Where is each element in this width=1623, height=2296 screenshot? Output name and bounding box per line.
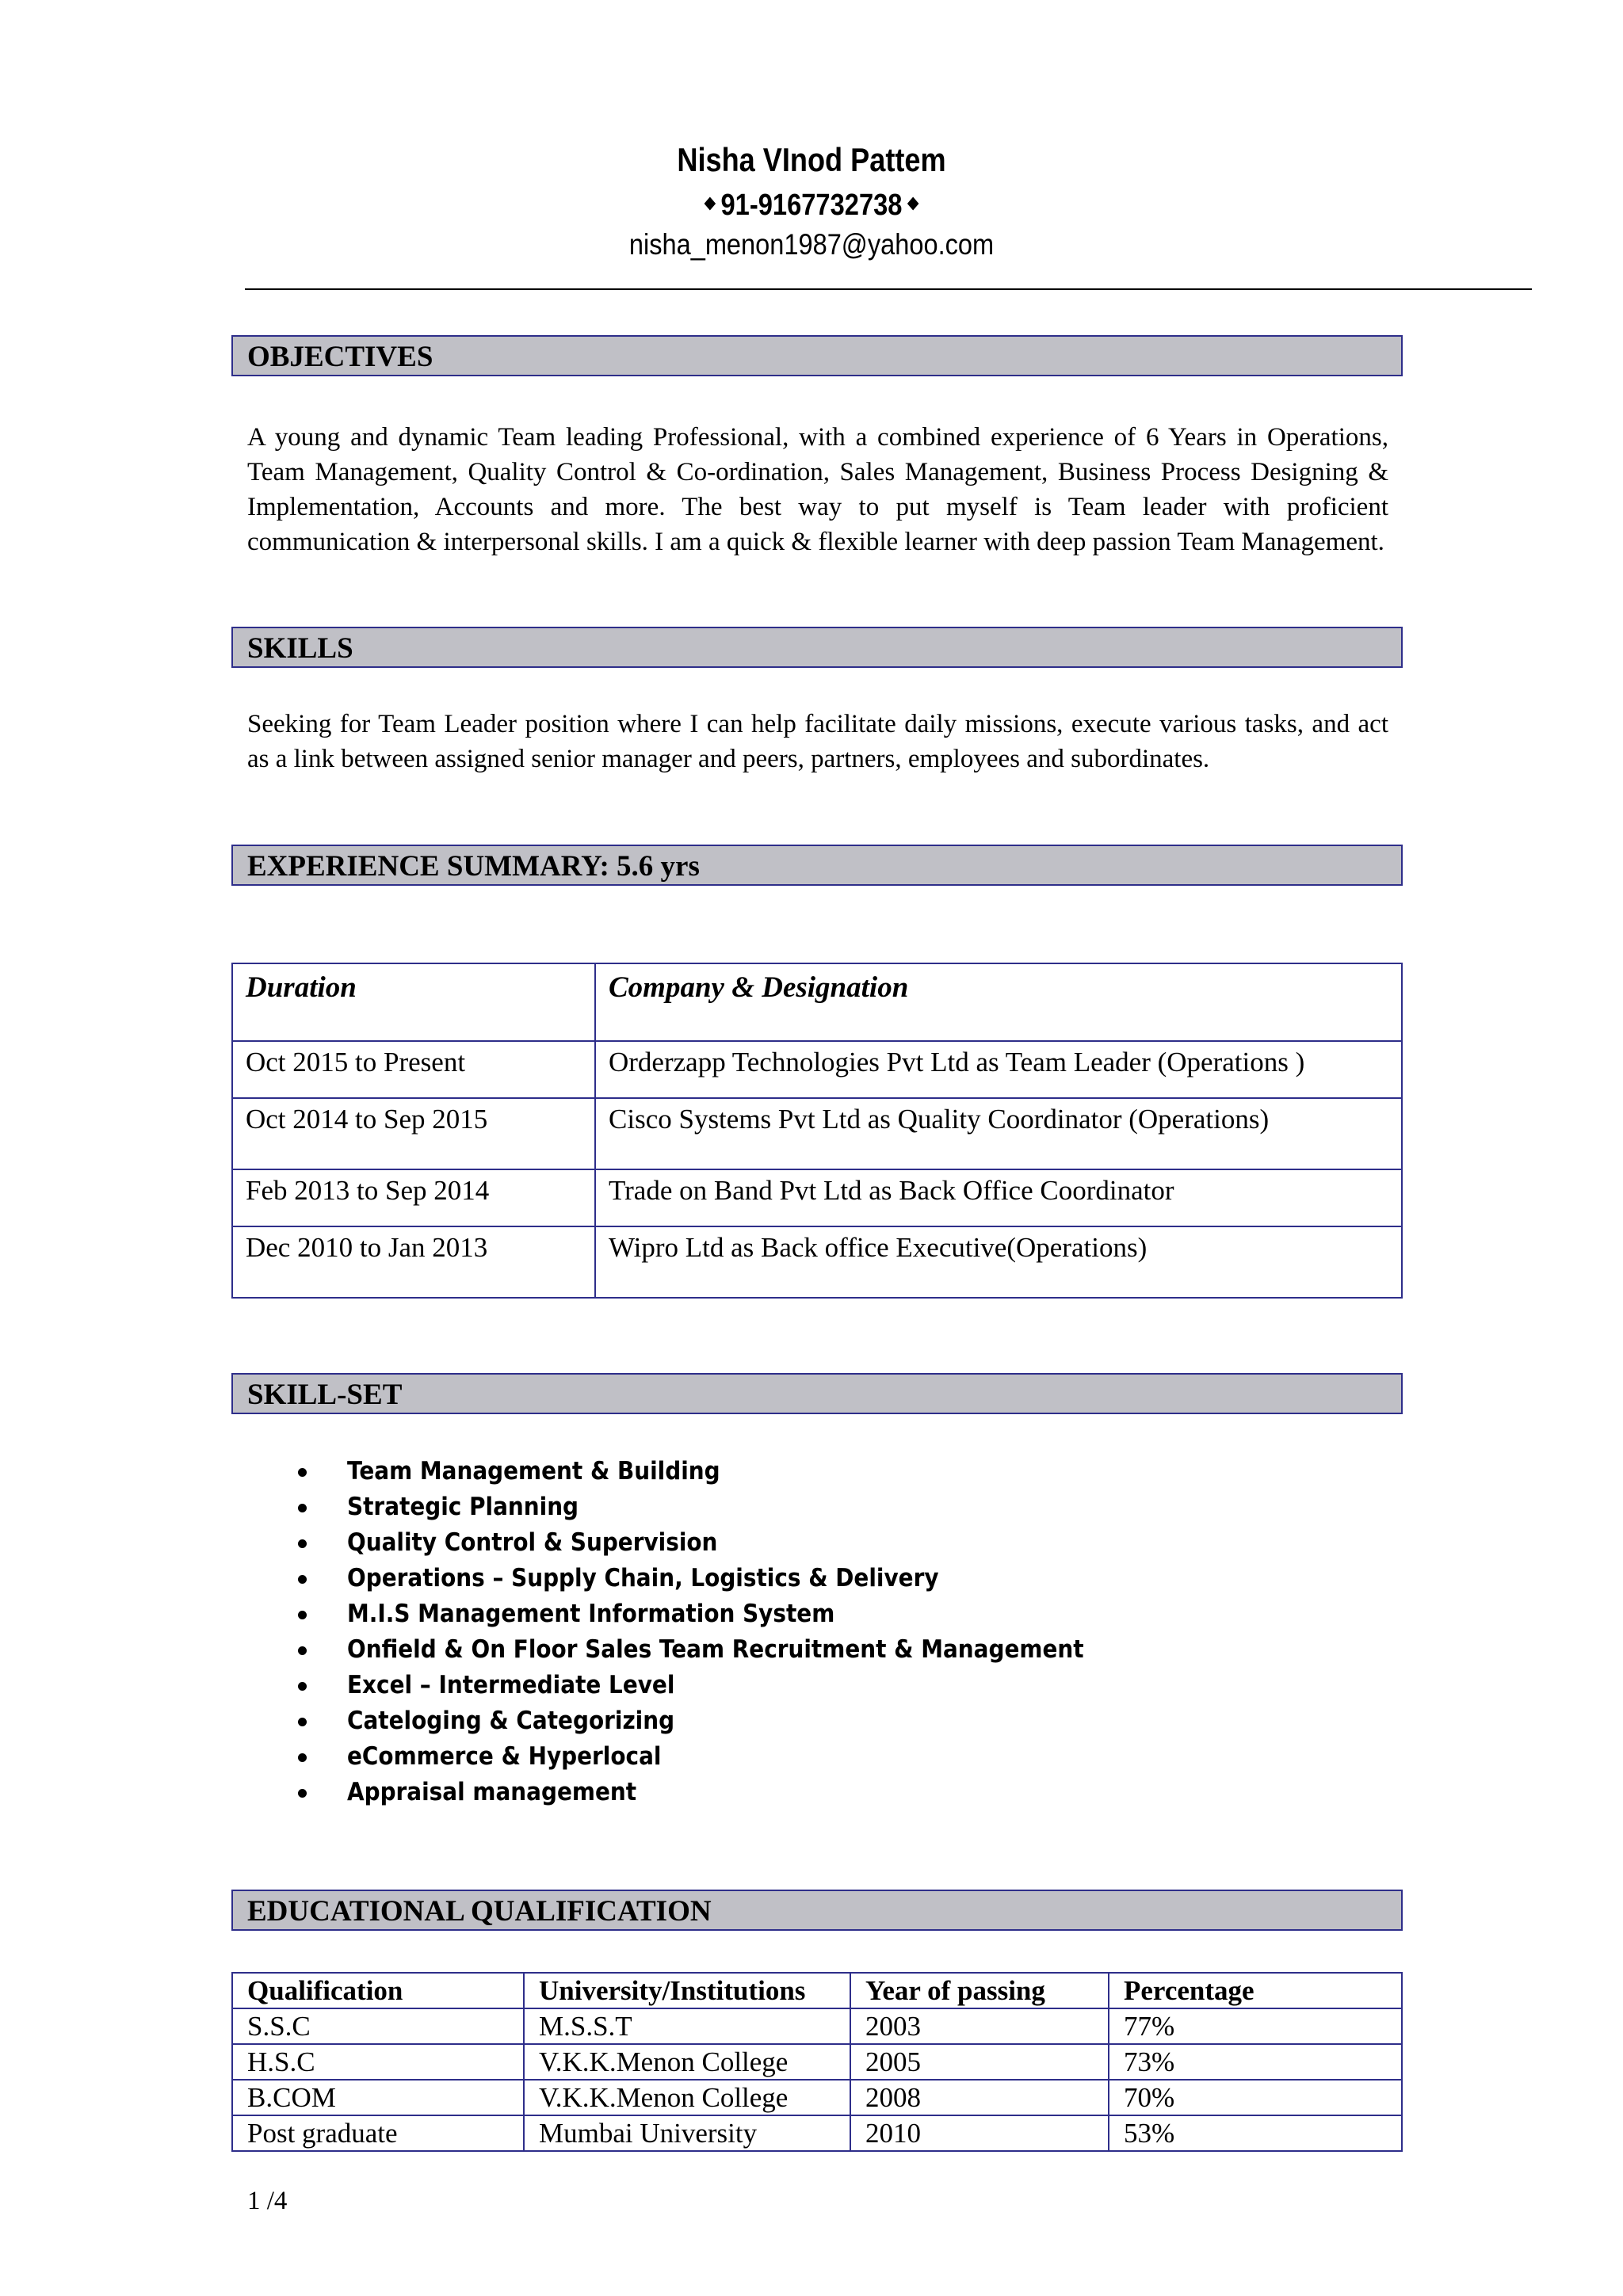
list-item: Quality Control & Supervision	[293, 1525, 1166, 1561]
section-title: EXPERIENCE SUMMARY: 5.6 yrs	[247, 850, 700, 883]
section-title: SKILLS	[247, 632, 353, 665]
table-cell: S.S.C	[232, 2008, 524, 2044]
table-cell: 73%	[1109, 2044, 1402, 2080]
column-header: University/Institutions	[524, 1973, 850, 2008]
bullet-icon	[298, 1789, 307, 1798]
list-item: Strategic Planning	[293, 1489, 1166, 1525]
table-row	[232, 1041, 1402, 1098]
table-cell: 2003	[850, 2008, 1109, 2044]
table-cell: 53%	[1109, 2115, 1402, 2151]
skills-heading	[231, 627, 1403, 668]
bullet-icon	[298, 1575, 307, 1584]
table-header-row	[232, 963, 1402, 1041]
table-cell: 77%	[1109, 2008, 1402, 2044]
bullet-icon	[298, 1682, 307, 1691]
section-title: OBJECTIVES	[247, 341, 433, 373]
table-cell: Post graduate	[232, 2115, 524, 2151]
list-item: Operations – Supply Chain, Logistics & Delivery	[293, 1561, 1166, 1596]
bullet-icon	[298, 1753, 307, 1762]
diamond-icon	[907, 196, 919, 210]
education-heading	[231, 1890, 1403, 1931]
table-cell: V.K.K.Menon College	[524, 2080, 850, 2115]
list-item: Appraisal management	[293, 1775, 1166, 1810]
list-item: Excel – Intermediate Level	[293, 1668, 1166, 1703]
table-cell: M.S.S.T	[524, 2008, 850, 2044]
skillset-list	[293, 1454, 1166, 1810]
table-cell: 2010	[850, 2115, 1109, 2151]
table-cell: Mumbai University	[524, 2115, 850, 2151]
list-item: Cateloging & Categorizing	[293, 1703, 1166, 1739]
email-address[interactable]: nisha_menon1987@yahoo.com	[628, 228, 995, 261]
table-header-row	[232, 1973, 1402, 2008]
candidate-name: Nisha VInod Pattem	[677, 141, 946, 178]
diamond-icon	[704, 196, 716, 210]
bullet-icon	[298, 1718, 307, 1726]
bullet-icon	[298, 1646, 307, 1655]
table-cell: Oct 2015 to Present	[232, 1041, 595, 1098]
column-header: Company & Designation	[595, 963, 1402, 1041]
list-item: Team Management & Building	[293, 1454, 1166, 1489]
column-header: Percentage	[1109, 1973, 1402, 2008]
phone-line	[113, 189, 1509, 223]
table-cell: Trade on Band Pvt Ltd as Back Office Coordinator	[595, 1169, 1402, 1226]
phone-number: 91-9167732738	[720, 189, 903, 222]
table-row	[232, 2080, 1402, 2115]
skillset-heading	[231, 1373, 1403, 1414]
list-item: M.I.S Management Information System	[293, 1596, 1166, 1632]
table-cell: B.COM	[232, 2080, 524, 2115]
table-cell: 70%	[1109, 2080, 1402, 2115]
table-cell: 2005	[850, 2044, 1109, 2080]
table-cell: Wipro Ltd as Back office Executive(Operations)	[595, 1226, 1402, 1298]
table-row	[232, 1098, 1402, 1169]
bullet-icon	[298, 1468, 307, 1477]
table-row	[232, 1169, 1402, 1226]
list-item: eCommerce & Hyperlocal	[293, 1739, 1166, 1775]
bullet-icon	[298, 1611, 307, 1619]
list-item: Onfield & On Floor Sales Team Recruitment & Management	[293, 1632, 1166, 1668]
objectives-text: A young and dynamic Team leading Professional, with a combined experience of 6 Years in Operations, Team Management, Quality Control & Co-ordination, Sales Management, Business Process Designing & Implementation, Accounts and more. The best way to put myself is Team leader with proficient communication & interpersonal skills. I am a quick & flexible learner with deep passion Team Management.	[247, 423, 1388, 556]
table-row	[232, 2008, 1402, 2044]
page-number: 1 /4	[247, 2187, 288, 2215]
table-cell: H.S.C	[232, 2044, 524, 2080]
bullet-icon	[298, 1539, 307, 1548]
table-cell: Orderzapp Technologies Pvt Ltd as Team Leader (Operations )	[595, 1041, 1402, 1098]
table-cell: Feb 2013 to Sep 2014	[232, 1169, 595, 1226]
education-table	[231, 1972, 1403, 2152]
table-row	[232, 2115, 1402, 2151]
table-cell: Oct 2014 to Sep 2015	[232, 1098, 595, 1169]
table-cell: Dec 2010 to Jan 2013	[232, 1226, 595, 1298]
table-row	[232, 1226, 1402, 1298]
section-title: SKILL-SET	[247, 1379, 403, 1411]
table-cell: Cisco Systems Pvt Ltd as Quality Coordinator (Operations)	[595, 1098, 1402, 1169]
table-cell: 2008	[850, 2080, 1109, 2115]
table-row	[232, 2044, 1402, 2080]
table-cell: V.K.K.Menon College	[524, 2044, 850, 2080]
column-header: Qualification	[232, 1973, 524, 2008]
bullet-icon	[298, 1504, 307, 1512]
header-divider	[245, 288, 1532, 290]
section-title: EDUCATIONAL QUALIFICATION	[247, 1895, 712, 1928]
skills-text: Seeking for Team Leader position where I can help facilitate daily missions, execute various tasks, and act as a link between assigned senior manager and peers, partners, employees and subordinates.	[247, 710, 1388, 773]
objectives-heading	[231, 335, 1403, 376]
experience-table	[231, 963, 1403, 1299]
experience-heading	[231, 845, 1403, 886]
column-header: Year of passing	[850, 1973, 1109, 2008]
column-header: Duration	[232, 963, 595, 1041]
